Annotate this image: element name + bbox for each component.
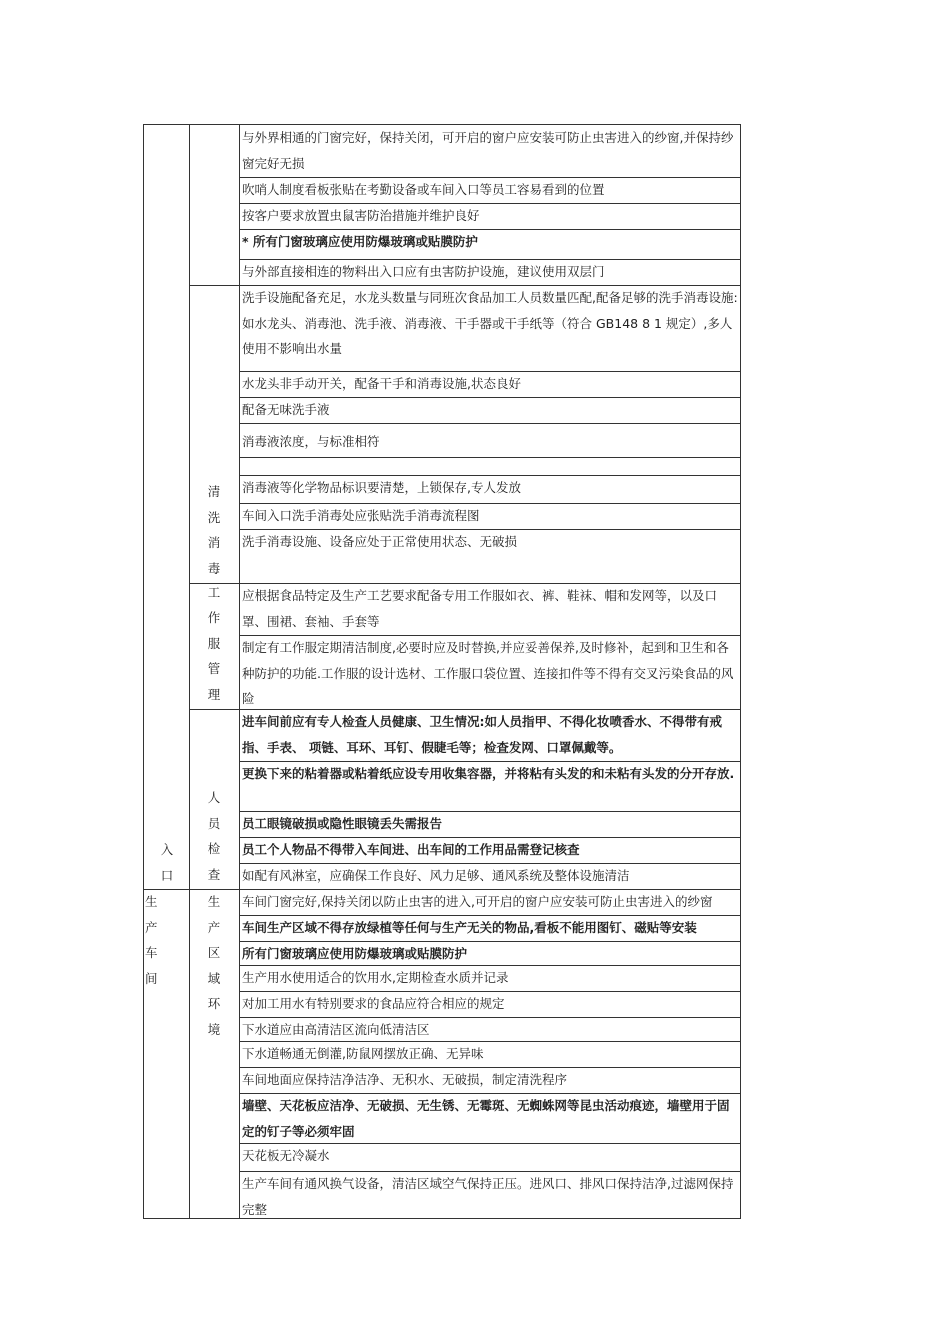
requirement-cell: 按客户要求放置虫鼠害防治措施并维护良好: [242, 208, 480, 223]
requirement-cell: 生产用水使用适合的饮用水,定期检查水质并记录: [242, 970, 509, 985]
requirement-cell: 车间入口洗手消毒处应张贴洗手消毒流程图: [242, 508, 480, 523]
row-divider: [239, 457, 740, 458]
row-divider: [239, 371, 740, 372]
requirement-cell: 天花板无冷凝水: [242, 1148, 330, 1163]
requirement-cell: [240, 457, 740, 475]
requirement-cell: 下水道畅通无倒灌,防鼠网摆放正确、无异味: [242, 1046, 484, 1061]
row-divider: [239, 1017, 740, 1018]
requirement-cell: 更换下来的粘着器或粘着纸应设专用收集容器，并将粘有头发的和未粘有头发的分开存放.: [242, 766, 735, 781]
requirement-cell: 水龙头非手动开关，配备干手和消毒设施,状态良好: [242, 376, 521, 391]
row-divider: [239, 397, 740, 398]
requirement-cell: 洗手设施配备充足，水龙头数量与同班次食品加工人员数量匹配,配备足够的洗手消毒设施:如水龙头、消毒池、洗手液、消毒液、干手器或干手纸等（符合 GB148 8 1 规定）,多人使用不影响出水量: [242, 290, 738, 356]
area-label-entrance: 入 口: [160, 842, 174, 883]
row-divider: [239, 1041, 740, 1042]
row-divider: [239, 529, 740, 530]
requirement-cell: 墙壁、天花板应洁净、无破损、无生锈、无霉斑、无蜘蛛网等昆虫活动痕迹，墙壁用于固定的钉子等必须牢固: [242, 1098, 730, 1139]
row-divider: [239, 259, 740, 260]
requirement-cell: 消毒液等化学物品标识要清楚，上锁保存,专人发放: [242, 480, 521, 495]
requirement-cell: 吹哨人制度看板张贴在考勤设备或车间入口等员工容易看到的位置: [242, 182, 605, 197]
requirement-cell: 洗手消毒设施、设备应处于正常使用状态、无破损: [242, 534, 518, 549]
requirement-cell: 与外界相通的门窗完好，保持关闭，可开启的窗户应安装可防止虫害进入的纱窗,并保持纱窗完好无损: [242, 130, 734, 171]
row-divider: [239, 475, 740, 476]
row-divider: [239, 177, 740, 178]
requirement-cell: 对加工用水有特别要求的食品应符合相应的规定: [242, 996, 505, 1011]
requirement-cell: 车间地面应保持洁净洁净、无积水、无破损，制定清洗程序: [242, 1072, 568, 1087]
requirement-cell: * 所有门窗玻璃应使用防爆玻璃或贴膜防护: [242, 234, 478, 249]
section-label: 工 作 服 管 理: [207, 584, 221, 702]
requirement-cell: 消毒液浓度，与标准相符: [242, 434, 380, 449]
row-divider: [239, 635, 740, 636]
row-divider: [239, 503, 740, 504]
requirement-cell: 进车间前应有专人检查人员健康、卫生情况:如人员指甲、不得化妆喷香水、不得带有戒指、手表、 项链、耳环、耳钉、假睫毛等；检查发网、口罩佩戴等。: [242, 714, 723, 755]
row-divider: [239, 1067, 740, 1068]
row-divider: [239, 863, 740, 864]
requirement-cell: 生产车间有通风换气设备，清洁区域空气保持正压。进风口、排风口保持洁净,过滤网保持完整: [242, 1176, 734, 1217]
row-divider: [239, 229, 740, 230]
row-divider: [239, 423, 740, 424]
requirement-cell: 车间生产区域不得存放绿植等任何与生产无关的物品,看板不能用图钉、磁贴等安装: [242, 920, 697, 935]
section-label: 人 员 检 查: [207, 790, 221, 882]
row-divider: [239, 965, 740, 966]
row-divider: [239, 1093, 740, 1094]
inspection-table: [143, 124, 741, 1219]
row-divider: [239, 991, 740, 992]
requirement-cell: 与外部直接相连的物料出入口应有虫害防护设施，建议使用双层门: [242, 264, 605, 279]
section-label: 清 洗 消 毒: [207, 484, 221, 576]
row-divider: [239, 203, 740, 204]
row-divider: [239, 1143, 740, 1144]
row-divider: [239, 811, 740, 812]
requirement-cell: 如配有风淋室，应确保工作良好、风力足够、通风系统及整体设施清洁: [242, 868, 630, 883]
requirement-cell: 应根据食品特定及生产工艺要求配备专用工作服如衣、裤、鞋袜、帽和发网等，以及口罩、围裙、套袖、手套等: [242, 588, 718, 629]
area-label-workshop: 生 产 车 间: [145, 894, 158, 986]
requirement-cell: 员工眼镜破损或隐性眼镜丢失需报告: [242, 816, 443, 831]
section-label: 生 产 区 域 环 境: [207, 894, 221, 1037]
requirement-cell: 所有门窗玻璃应使用防爆玻璃或贴膜防护: [242, 946, 468, 961]
requirement-cell: 制定有工作服定期清洁制度,必要时应及时替换,并应妥善保养,及时修补，起到和卫生和各种防护的功能.工作服的设计选材、工作服口袋位置、连接扣件等不得有交叉污染食品的风险: [242, 640, 734, 706]
row-divider: [239, 761, 740, 762]
row-divider: [239, 837, 740, 838]
requirement-cell: 下水道应由高清洁区流向低清洁区: [242, 1022, 430, 1037]
requirement-cell: 配备无味洗手液: [242, 402, 330, 417]
column-divider-1: [189, 125, 190, 1218]
requirement-cell: 车间门窗完好,保持关闭以防止虫害的进入,可开启的窗户应安装可防止虫害进入的纱窗: [242, 894, 713, 909]
row-divider: [239, 915, 740, 916]
row-divider: [239, 941, 740, 942]
requirement-cell: 员工个人物品不得带入车间进、出车间的工作用品需登记核查: [242, 842, 580, 857]
row-divider: [239, 1171, 740, 1172]
